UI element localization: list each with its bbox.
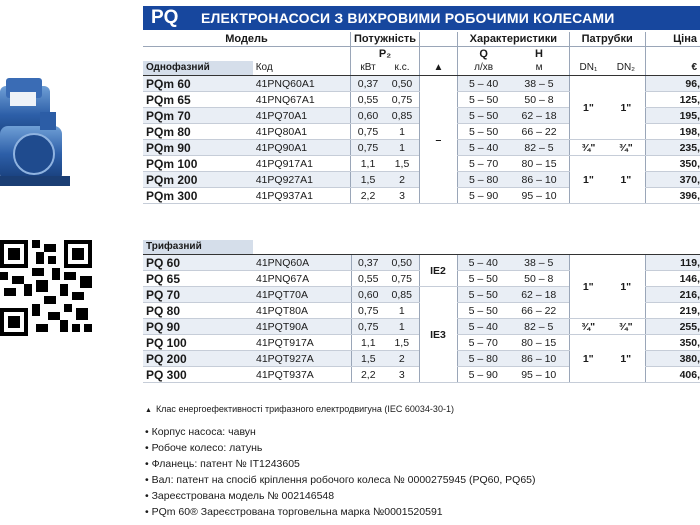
hp-cell: 0,85: [385, 108, 420, 124]
q-cell: 5 – 50: [457, 303, 509, 319]
power-sub-header: P₂: [351, 47, 420, 62]
code-cell: 41PQ927A1: [253, 172, 351, 188]
ports-header: Патрубки: [569, 32, 645, 47]
hp-cell: 1: [385, 124, 420, 140]
feature-item: • Робоче колесо: латунь: [145, 440, 536, 456]
h-cell: 82 – 5: [509, 319, 569, 335]
code-cell: 41PQT90A: [253, 319, 351, 335]
dn2-cell: 1": [607, 255, 645, 319]
price-cell: 195,: [645, 108, 700, 124]
model-cell: PQm 300: [143, 188, 253, 204]
price-cell: 406,: [645, 367, 700, 383]
feature-list: [145, 424, 536, 520]
kw-cell: 1,1: [351, 156, 386, 172]
code-cell: 41PQ917A1: [253, 156, 351, 172]
q-cell: 5 – 90: [457, 188, 509, 204]
kw-cell: 0,55: [351, 92, 386, 108]
kw-cell: 0,37: [351, 255, 385, 271]
single-phase-table-wrap: [143, 32, 700, 204]
table-row: [143, 255, 700, 271]
ie-class-cell: IE2: [419, 255, 457, 287]
model-cell: PQm 100: [143, 156, 253, 172]
h-cell: 82 – 5: [509, 140, 569, 156]
kw-cell: 0,75: [351, 319, 385, 335]
price-cell: 235,: [645, 140, 700, 156]
model-cell: PQ 90: [143, 319, 253, 335]
model-cell: PQ 100: [143, 335, 253, 351]
model-cell: PQm 200: [143, 172, 253, 188]
dn2-header: DN₂: [607, 61, 645, 76]
dn2-cell: ¾": [607, 140, 645, 156]
h-cell: 62 – 18: [509, 287, 569, 303]
q-cell: 5 – 40: [457, 76, 509, 92]
h-cell: 66 – 22: [509, 303, 569, 319]
hp-header: к.с.: [385, 61, 420, 76]
q-cell: 5 – 40: [457, 140, 509, 156]
qr-code: [0, 240, 92, 336]
q-header: Q: [457, 47, 509, 62]
power-header: Потужність: [351, 32, 420, 47]
q-cell: 5 – 40: [457, 255, 509, 271]
hp-cell: 0,85: [385, 287, 419, 303]
ie-class-cell: IE3: [419, 287, 457, 383]
feature-item: • Вал: патент на спосіб кріплення робочого колеса № 0000275945 (PQ60, PQ65): [145, 472, 536, 488]
characteristics-header: Характеристики: [457, 32, 569, 47]
hp-cell: 0,75: [385, 271, 419, 287]
q-cell: 5 – 40: [457, 319, 509, 335]
model-cell: PQ 65: [143, 271, 253, 287]
dn2-cell: 1": [607, 156, 645, 204]
kw-cell: 1,5: [351, 172, 386, 188]
table-row: [143, 76, 700, 92]
price-cell: 219,: [645, 303, 700, 319]
code-cell: 41PQT70A: [253, 287, 351, 303]
model-cell: PQm 60: [143, 76, 253, 92]
h-header: H: [535, 48, 543, 60]
price-cell: 146,: [645, 271, 700, 287]
kw-cell: 1,5: [351, 351, 385, 367]
dn2-cell: 1": [607, 76, 645, 140]
price-cell: 396,: [645, 188, 700, 204]
kw-cell: 2,2: [351, 367, 385, 383]
code-cell: 41PQ90A1: [253, 140, 351, 156]
dn2-cell: 1": [607, 335, 645, 383]
price-cell: 96,: [645, 76, 700, 92]
ie-arrow-icon: ▲: [420, 61, 458, 76]
feature-item: • Корпус насоса: чавун: [145, 424, 536, 440]
code-cell: 41PNQ67A: [253, 271, 351, 287]
code-header: Код: [253, 61, 351, 76]
model-cell: PQm 90: [143, 140, 253, 156]
energy-class-note: [145, 404, 454, 414]
q-cell: 5 – 50: [457, 108, 509, 124]
kw-cell: 0,75: [351, 140, 386, 156]
h-cell: 95 – 10: [509, 367, 569, 383]
h-cell: 95 – 10: [509, 188, 569, 204]
lmin-header: л/хв: [457, 61, 509, 76]
dn1-cell: ¾": [569, 140, 607, 156]
model-cell: PQ 70: [143, 287, 253, 303]
page-title: ЕЛЕКТРОНАСОСИ З ВИХРОВИМИ РОБОЧИМИ КОЛЕСАМИ: [201, 10, 615, 26]
currency-header: €: [645, 61, 700, 76]
dn1-cell: 1": [569, 76, 607, 140]
kw-cell: 0,75: [351, 124, 386, 140]
price-cell: 216,: [645, 287, 700, 303]
code-cell: 41PQT927A: [253, 351, 351, 367]
dn1-cell: 1": [569, 156, 607, 204]
q-cell: 5 – 70: [457, 156, 509, 172]
h-cell: 50 – 8: [509, 92, 569, 108]
price-cell: 255,: [645, 319, 700, 335]
feature-item: • Зареєстрована модель № 002146548: [145, 488, 536, 504]
note-arrow-icon: ▲: [145, 407, 152, 414]
code-cell: 41PQ80A1: [253, 124, 351, 140]
hp-cell: 2: [385, 351, 419, 367]
three-phase-table-wrap: [143, 240, 700, 383]
h-cell: 66 – 22: [509, 124, 569, 140]
hp-cell: 3: [385, 188, 420, 204]
q-cell: 5 – 50: [457, 92, 509, 108]
kw-cell: 2,2: [351, 188, 386, 204]
h-cell: 62 – 18: [509, 108, 569, 124]
price-cell: 198,: [645, 124, 700, 140]
three-phase-table: [143, 240, 700, 383]
title-banner: [143, 6, 700, 30]
price-cell: 380,: [645, 351, 700, 367]
single-phase-label: Однофазний: [143, 61, 253, 76]
hp-cell: 1: [385, 140, 420, 156]
code-cell: 41PQT937A: [253, 367, 351, 383]
dn1-cell: 1": [569, 335, 607, 383]
kw-header: кВт: [351, 61, 386, 76]
price-cell: 350,: [645, 156, 700, 172]
model-cell: PQ 80: [143, 303, 253, 319]
kw-cell: 0,60: [351, 108, 386, 124]
code-cell: 41PQT917A: [253, 335, 351, 351]
h-cell: 80 – 15: [509, 335, 569, 351]
dn1-cell: ¾": [569, 319, 607, 335]
hp-cell: 1,5: [385, 335, 419, 351]
kw-cell: 0,75: [351, 303, 385, 319]
note-text: Клас енергоефективності трифазного електродвигуна (IEC 60034-30-1): [155, 404, 454, 414]
q-cell: 5 – 90: [457, 367, 509, 383]
feature-item: • Фланець: патент № IT1243605: [145, 456, 536, 472]
hp-cell: 0,50: [385, 76, 420, 92]
h-cell: 86 – 10: [509, 351, 569, 367]
dn1-cell: 1": [569, 255, 607, 319]
dn1-header: DN₁: [569, 61, 607, 76]
code-cell: 41PNQ60A1: [253, 76, 351, 92]
code-cell: 41PQ70A1: [253, 108, 351, 124]
feature-item: • PQm 60® Зареєстрована торговельна марка №0001520591: [145, 504, 536, 520]
dn2-cell: ¾": [607, 319, 645, 335]
ie-class-cell: –: [420, 76, 458, 204]
kw-cell: 1,1: [351, 335, 385, 351]
h-cell: 86 – 10: [509, 172, 569, 188]
hp-cell: 0,75: [385, 92, 420, 108]
q-cell: 5 – 50: [457, 271, 509, 287]
kw-cell: 0,55: [351, 271, 385, 287]
q-cell: 5 – 80: [457, 351, 509, 367]
model-cell: PQm 80: [143, 124, 253, 140]
hp-cell: 1,5: [385, 156, 420, 172]
h-cell: 80 – 15: [509, 156, 569, 172]
code-cell: 41PQT80A: [253, 303, 351, 319]
single-phase-table: [143, 32, 700, 204]
q-cell: 5 – 70: [457, 335, 509, 351]
h-cell: 38 – 5: [509, 255, 569, 271]
model-cell: PQm 70: [143, 108, 253, 124]
series-code: PQ: [151, 7, 179, 28]
hp-cell: 1: [385, 319, 419, 335]
price-cell: 370,: [645, 172, 700, 188]
q-cell: 5 – 50: [457, 287, 509, 303]
code-cell: 41PQ937A1: [253, 188, 351, 204]
three-phase-label: Трифазний: [143, 240, 253, 255]
kw-cell: 0,60: [351, 287, 385, 303]
m-header: м: [509, 61, 569, 76]
model-cell: PQ 60: [143, 255, 253, 271]
price-cell: 350,: [645, 335, 700, 351]
h-cell: 50 – 8: [509, 271, 569, 287]
code-cell: 41PNQ60A: [253, 255, 351, 271]
price-cell: 119,: [645, 255, 700, 271]
model-cell: PQ 300: [143, 367, 253, 383]
hp-cell: 2: [385, 172, 420, 188]
h-cell: 38 – 5: [509, 76, 569, 92]
model-header: Модель: [143, 32, 351, 47]
model-cell: PQ 200: [143, 351, 253, 367]
kw-cell: 0,37: [351, 76, 386, 92]
hp-cell: 3: [385, 367, 419, 383]
q-cell: 5 – 50: [457, 124, 509, 140]
hp-cell: 1: [385, 303, 419, 319]
pump-illustration: [0, 72, 142, 202]
price-cell: 125,: [645, 92, 700, 108]
q-cell: 5 – 80: [457, 172, 509, 188]
model-cell: PQm 65: [143, 92, 253, 108]
code-cell: 41PNQ67A1: [253, 92, 351, 108]
price-header: Ціна: [645, 32, 700, 47]
hp-cell: 0,50: [385, 255, 419, 271]
